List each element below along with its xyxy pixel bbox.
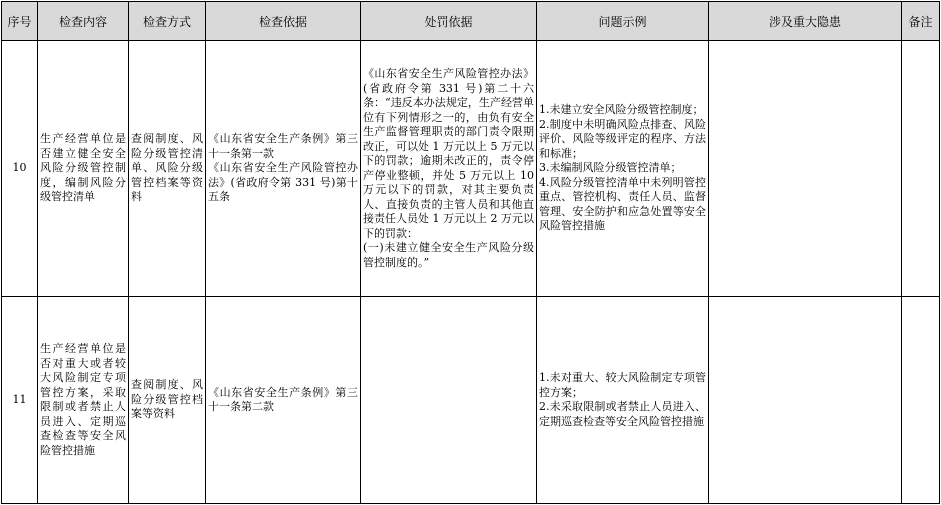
- cell-note: [902, 297, 940, 504]
- example-item: 1.未对重大、较大风险制定专项管控方案；: [539, 371, 706, 399]
- header-basis: 检查依据: [206, 2, 361, 41]
- inspection-table: [1, 1, 940, 504]
- cell-hazard: [709, 297, 902, 504]
- example-item: 2.制度中未明确风险点排查、风险评价、风险等级评定的程序、方法和标准；: [539, 117, 706, 160]
- header-content: 检查内容: [38, 2, 129, 41]
- example-item: 1.未建立安全风险分级管控制度；: [539, 103, 704, 117]
- cell-hazard: [709, 41, 902, 297]
- cell-content: 生产经营单位是否建立健全安全风险分级管控制度，编制风险分级管控清单: [38, 41, 129, 297]
- table-row: [2, 41, 940, 297]
- header-row: [2, 2, 940, 41]
- cell-examples: [537, 297, 709, 504]
- cell-basis: 《山东省安全生产条例》第三十一条第一款 《山东省安全生产风险管控办法》(省政府令第 331 号)第十五条: [206, 41, 361, 297]
- header-note: 备注: [902, 2, 940, 41]
- header-penalty: 处罚依据: [361, 2, 537, 41]
- cell-method: 查阅制度、风险分级管控清单、风险分级管控档案等资料: [129, 41, 206, 297]
- header-method: 检查方式: [129, 2, 206, 41]
- example-item: 3.未编制风险分级管控清单；: [539, 161, 682, 175]
- cell-no: 11: [2, 297, 38, 504]
- example-item: 2.未采取限制或者禁止人员进入、定期巡查检查等安全风险管控措施: [539, 400, 706, 428]
- header-no: 序号: [2, 2, 38, 41]
- header-examples: 问题示例: [537, 2, 709, 41]
- cell-no: 10: [2, 41, 38, 297]
- cell-basis: 《山东省安全生产条例》第三十一条第二款: [206, 297, 361, 504]
- cell-note: [902, 41, 940, 297]
- cell-method: 查阅制度、风险分级管控档案等资料: [129, 297, 206, 504]
- table-row: [2, 297, 940, 504]
- cell-examples: [537, 41, 709, 297]
- header-hazard: 涉及重大隐患: [709, 2, 902, 41]
- example-item: 4.风险分级管控清单中未列明管控重点、管控机构、责任人员、监督管理、安全防护和应急处置等安全风险管控措施: [539, 175, 706, 233]
- cell-penalty: [361, 297, 537, 504]
- cell-penalty: 《山东省安全生产风险管控办法》(省政府令第 331 号)第二十六条：“违反本办法规定，生产经营单位有下列情形之一的，由负有安全生产监督管理职责的部门责令限期改正，可以处 1 万元以上 5 万元以下的罚款；逾期未改正的，责令停产停业整顿，并处 5 万元以上 10 万元以下的罚款，对其主要负责人、直接负责的主管人员和其他直接责任人员处 1 万元以上 2 万元以下的罚款： (一)未建立健全安全生产风险分级管控制度的。”: [361, 41, 537, 297]
- cell-content: 生产经营单位是否对重大或者较大风险制定专项管控方案，采取限制或者禁止人员进入、定期巡查检查等安全风险管控措施: [38, 297, 129, 504]
